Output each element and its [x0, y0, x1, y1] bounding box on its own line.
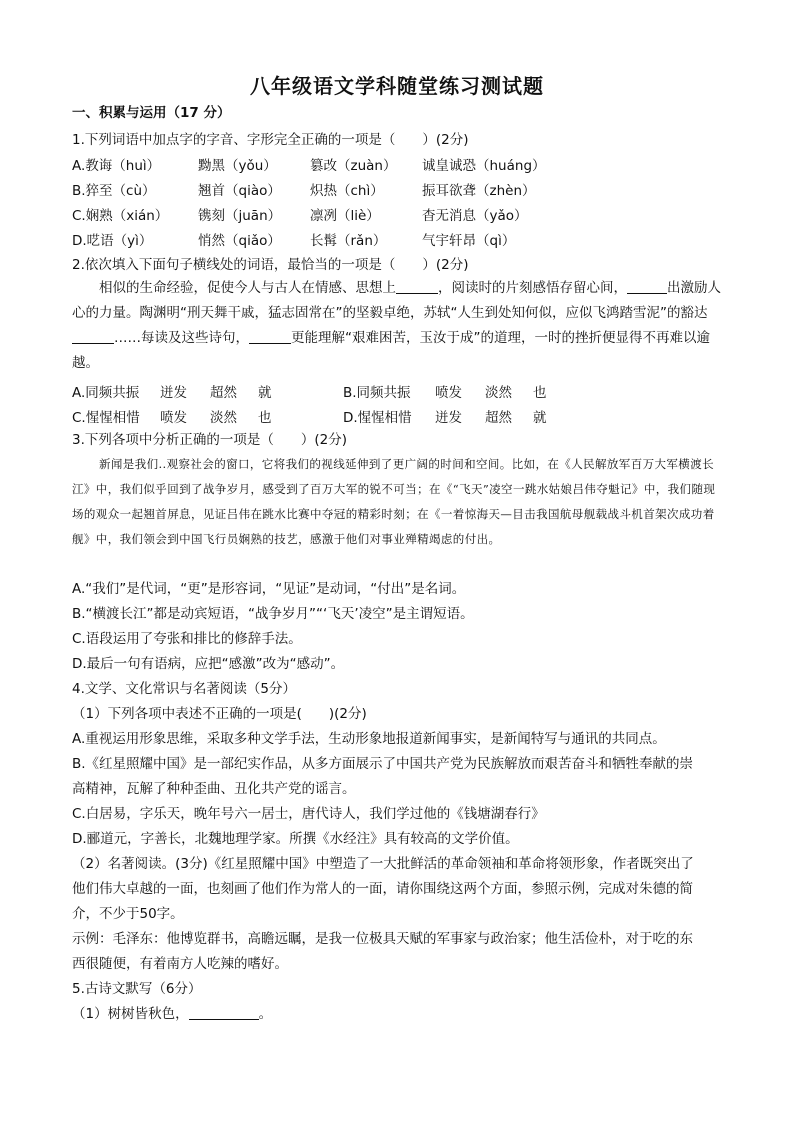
q2-d-2: 迸发 [435, 410, 462, 426]
q4-option-d: D.郦道元，字善长，北魏地理学家。所撰《水经注》具有较高的文学价值。 [72, 831, 519, 847]
q4-sub2-line1: （2）名著阅读。(3分)《红星照耀中国》中塑造了一大批鲜活的革命领袖和革命将领形象，作者既突出了 [72, 856, 694, 872]
q1-c-word2: 镌刻（juān） [198, 208, 282, 224]
q2-passage [72, 276, 722, 376]
q2-text-1: 相似的生命经验，促使今人与古人在情感、思想上 [99, 280, 396, 296]
q1-d-word3: 长髯（rǎn） [310, 233, 387, 249]
q3-option-c: C.语段运用了夸张和排比的修辞手法。 [72, 631, 302, 647]
q5-sub1-blank[interactable] [189, 1005, 259, 1020]
blank-4 [249, 329, 291, 344]
q5-sub1 [72, 1005, 272, 1023]
q2-stem: 2.依次填入下面句子横线处的词语，最恰当的一项是（ ）(2分) [72, 257, 469, 273]
q1-b-word4: 振耳欲聋（zhèn） [422, 183, 536, 199]
q4-sub2-line3: 介，不少于50字。 [72, 906, 184, 922]
q2-text-4: ……每读及这些诗句， [114, 330, 249, 346]
q2-option-d [343, 406, 547, 426]
q1-a-word3: 篡改（zuàn） [310, 158, 397, 174]
q3-passage: 新闻是我们..观察社会的窗口，它将我们的视线延伸到了更广阔的时间和空间。比如，在《人民解放军百万大军横渡长江》中，我们似乎回到了战争岁月，感受到了百万大军的锐不可当；在《“飞天”凌空一跳水姑娘吕伟夺魁记》中，我们随现场的观众一起翘首屏息，见证吕伟在跳水比赛中夺冠的精彩时刻；在《一着惊海天—目击我国航母舰载战斗机首架次成功着舰》中，我们领会到中国飞行员娴熟的技艺，感激于他们对事业殚精竭虑的付出。 [72, 457, 716, 546]
q5-sub1-end: 。 [258, 1006, 273, 1022]
page-title: 八年级语文学科随堂练习测试题 [250, 74, 544, 98]
q2-c-3: 淡然 [210, 410, 237, 426]
q4-option-b-line1: B.《红星照耀中国》是一部纪实作品，从多方面展示了中国共产党为民族解放而艰苦奋斗和牺牲奉献的崇 [72, 756, 694, 772]
q3-stem: 3.下列各项中分析正确的一项是（ ）(2分) [72, 432, 348, 448]
q5-stem: 5.古诗文默写（6分） [72, 981, 202, 997]
blank-1 [396, 279, 438, 294]
blank-2 [627, 279, 667, 294]
q3-option-d: D.最后一句有语病，应把“感激”改为“感动”。 [72, 656, 345, 672]
q2-b-2: 喷发 [435, 385, 462, 401]
q4-option-b-line2: 高精神，瓦解了种种歪曲、丑化共产党的谣言。 [72, 781, 356, 797]
q2-option-c [72, 406, 272, 426]
q3-option-b: B.“横渡长江”都是动宾短语，“战争岁月”“‘飞天’凌空”是主谓短语。 [72, 606, 474, 622]
q2-c-2: 喷发 [160, 410, 187, 426]
q2-option-b [343, 381, 547, 401]
q2-a-4: 就 [258, 385, 272, 401]
q2-b-4: 也 [533, 385, 547, 401]
q2-d-3: 超然 [485, 410, 512, 426]
q1-d-word2: 悄然（qiǎo） [198, 233, 281, 249]
q1-b-word2: 翘首（qiào） [198, 183, 281, 199]
q2-c-1: C.惺惺相惜 [72, 410, 140, 426]
q4-option-a: A.重视运用形象思维，采取多种文学手法，生动形象地报道新闻事实，是新闻特写与通讯的共同点。 [72, 731, 666, 747]
q1-a-word1: A.教诲（huì） [72, 158, 161, 174]
q2-option-a [72, 381, 272, 401]
q1-a-word4: 诚皇诚恐（huáng） [422, 158, 546, 174]
q2-a-3: 超然 [210, 385, 237, 401]
q1-c-word1: C.娴熟（xián） [72, 208, 169, 224]
q5-sub1-text: （1）树树皆秋色， [72, 1006, 189, 1022]
q1-c-word4: 杳无消息（yǎo） [422, 208, 528, 224]
q1-b-word3: 炽热（chì） [310, 183, 384, 199]
q4-option-c: C.白居易，字乐天，晚年号六一居士，唐代诗人，我们学过他的《钱塘湖春行》 [72, 806, 545, 822]
q1-c-word3: 凛冽（liè） [310, 208, 380, 224]
q1-a-word2: 黝黑（yǒu） [198, 158, 277, 174]
q1-stem: 1.下列词语中加点字的字音、字形完全正确的一项是（ ）(2分) [72, 132, 469, 148]
q1-d-word1: D.呓语（yì） [72, 233, 153, 249]
q2-d-1: D.惺惺相惜 [343, 410, 412, 426]
q4-sub2-line2: 他们伟大卓越的一面，也刻画了他们作为常人的一面，请你围绕这两个方面，参照示例，完成对朱德的简 [72, 881, 693, 897]
q4-example-line2: 西很随便，有着南方人吃辣的嗜好。 [72, 956, 288, 972]
q4-example-line1: 示例：毛泽东：他博览群书，高瞻远瞩，是我一位极具天赋的军事家与政治家；他生活俭朴，对于吃的东 [72, 931, 693, 947]
q4-stem: 4.文学、文化常识与名著阅读（5分） [72, 681, 296, 697]
q2-c-4: 也 [258, 410, 272, 426]
blank-3 [72, 329, 114, 344]
q2-a-2: 迸发 [160, 385, 187, 401]
section-heading: 一、积累与运用（17 分） [72, 105, 231, 121]
q4-sub1-stem: （1）下列各项中表述不正确的一项是( )(2分) [72, 706, 367, 722]
q2-text-3: 出激励人心的力量。陶渊明“刑天舞干戚，猛志固常在”的坚毅卓绝，苏轼“人生到处知何似，应似飞鸿踏雪泥”的豁达 [72, 280, 721, 321]
q2-d-4: 就 [533, 410, 547, 426]
q3-option-a: A.“我们”是代词，“更”是形容词，“见证”是动词，“付出”是名词。 [72, 581, 466, 597]
q2-b-3: 淡然 [485, 385, 512, 401]
q2-a-1: A.同频共振 [72, 385, 140, 401]
q1-b-word1: B.猝至（cù） [72, 183, 156, 199]
q2-text-2: ，阅读时的片刻感悟存留心间， [438, 280, 627, 296]
q2-text-5: 更能理解“艰难困苦，玉汝于成”的道理，一时的挫折便显得不再难以逾越。 [72, 330, 710, 371]
q2-b-1: B.同频共振 [343, 385, 411, 401]
q1-d-word4: 气宇轩昂（qì） [422, 233, 516, 249]
